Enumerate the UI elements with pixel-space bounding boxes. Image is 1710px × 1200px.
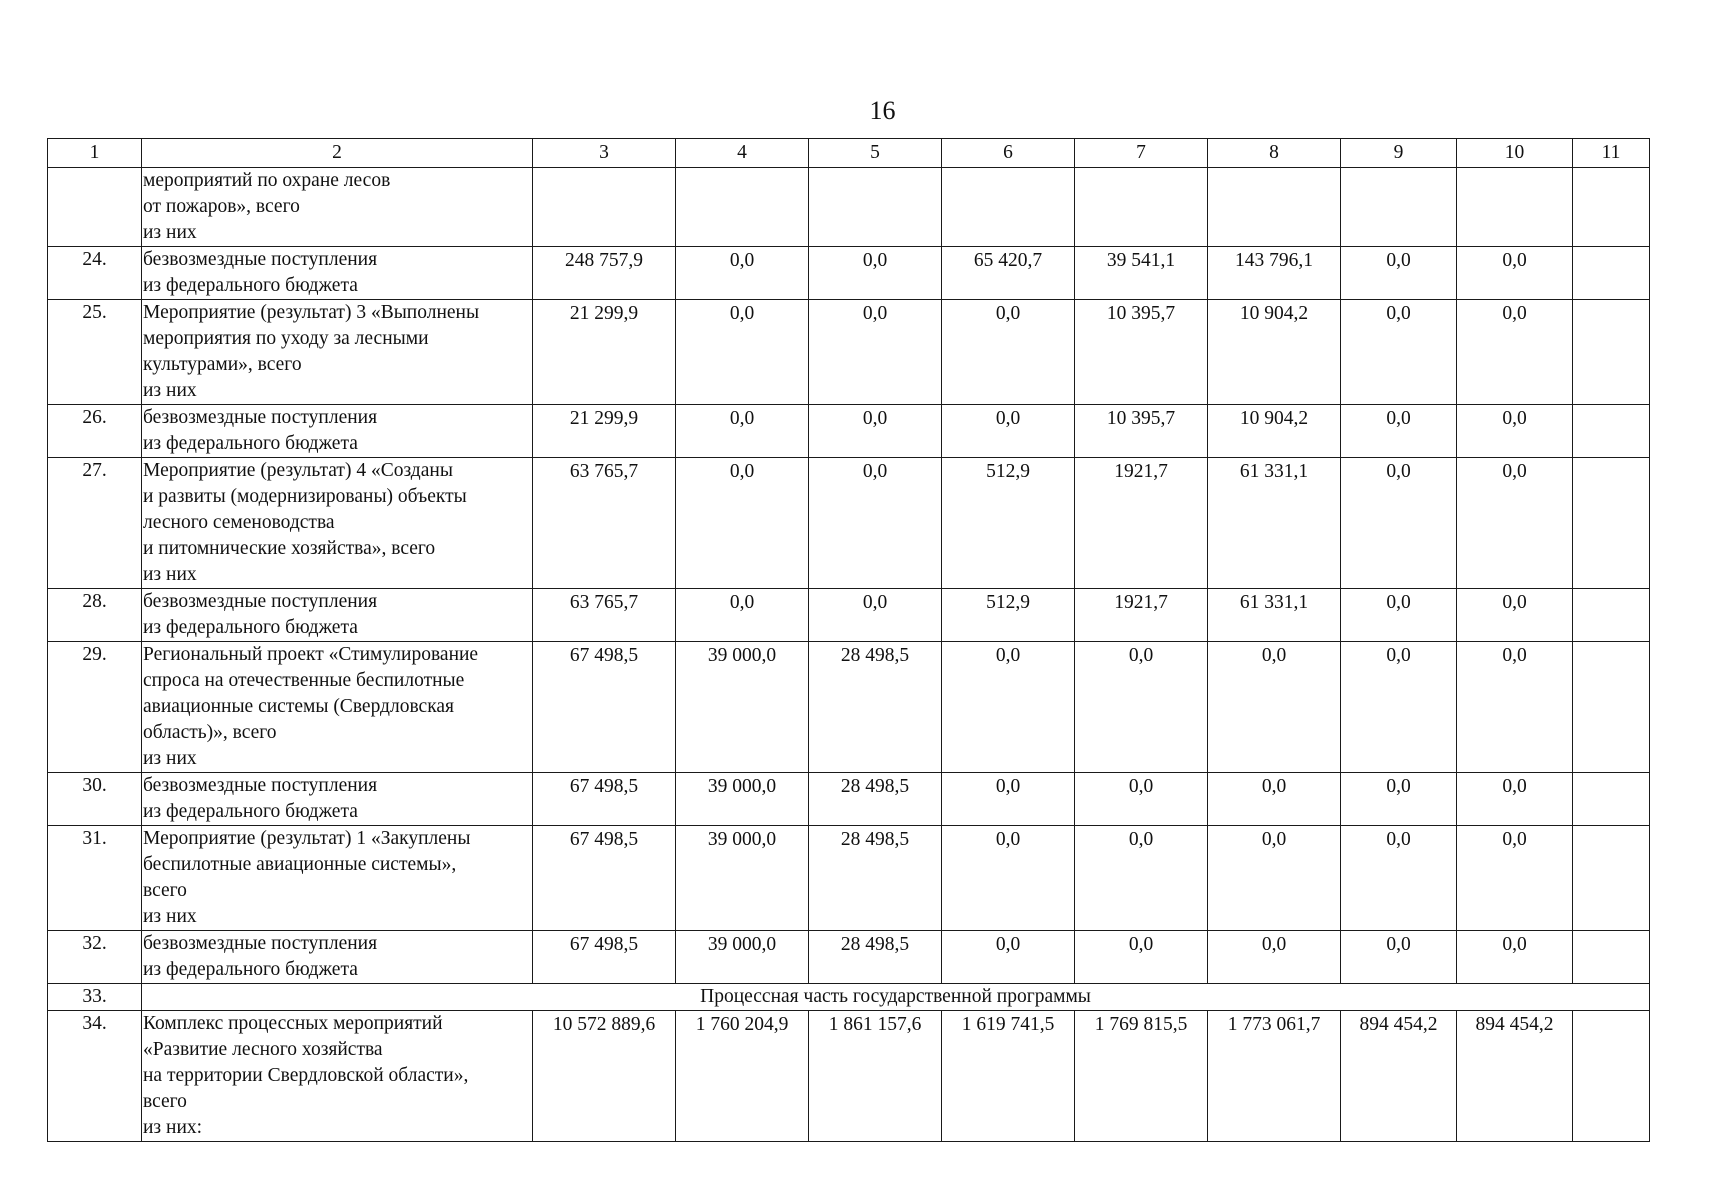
value-cell (1341, 168, 1457, 247)
value-cell: 21 299,9 (533, 405, 676, 458)
column-header: 3 (533, 139, 676, 168)
value-cell: 512,9 (942, 589, 1075, 642)
value-cell (1573, 1011, 1650, 1142)
row-number: 29. (48, 642, 142, 773)
row-number: 33. (48, 984, 142, 1011)
value-cell: 39 541,1 (1075, 247, 1208, 300)
row-description: безвозмездные поступления из федерального бюджета (142, 931, 533, 984)
value-cell: 61 331,1 (1208, 458, 1341, 589)
table-body (48, 139, 1650, 1142)
value-cell (1573, 589, 1650, 642)
table-row (48, 247, 1650, 300)
value-cell (809, 168, 942, 247)
value-cell: 0,0 (942, 826, 1075, 931)
value-cell: 67 498,5 (533, 642, 676, 773)
column-header: 5 (809, 139, 942, 168)
row-number: 31. (48, 826, 142, 931)
value-cell: 0,0 (809, 405, 942, 458)
value-cell: 0,0 (1341, 458, 1457, 589)
value-cell: 0,0 (1457, 247, 1573, 300)
value-cell: 0,0 (1341, 642, 1457, 773)
value-cell: 0,0 (1341, 826, 1457, 931)
value-cell: 28 498,5 (809, 826, 942, 931)
column-header: 7 (1075, 139, 1208, 168)
row-number (48, 168, 142, 247)
value-cell: 0,0 (809, 458, 942, 589)
value-cell: 248 757,9 (533, 247, 676, 300)
value-cell: 1 773 061,7 (1208, 1011, 1341, 1142)
value-cell: 0,0 (1341, 300, 1457, 405)
table-row (48, 300, 1650, 405)
value-cell: 0,0 (1208, 931, 1341, 984)
value-cell: 0,0 (676, 405, 809, 458)
value-cell: 0,0 (1341, 931, 1457, 984)
value-cell: 0,0 (1457, 642, 1573, 773)
table-row (48, 773, 1650, 826)
value-cell: 39 000,0 (676, 826, 809, 931)
value-cell: 39 000,0 (676, 773, 809, 826)
value-cell: 0,0 (942, 300, 1075, 405)
row-number: 25. (48, 300, 142, 405)
value-cell: 0,0 (809, 247, 942, 300)
value-cell: 0,0 (1457, 300, 1573, 405)
table-row (48, 458, 1650, 589)
value-cell: 1 861 157,6 (809, 1011, 942, 1142)
value-cell: 0,0 (1457, 589, 1573, 642)
value-cell: 10 904,2 (1208, 300, 1341, 405)
value-cell: 10 572 889,6 (533, 1011, 676, 1142)
value-cell: 0,0 (942, 773, 1075, 826)
budget-table (47, 138, 1650, 1142)
value-cell: 0,0 (1457, 458, 1573, 589)
value-cell (1573, 773, 1650, 826)
row-number: 34. (48, 1011, 142, 1142)
value-cell: 0,0 (942, 931, 1075, 984)
table-row (48, 1011, 1650, 1142)
value-cell (533, 168, 676, 247)
value-cell (942, 168, 1075, 247)
row-description: Региональный проект «Стимулирование спроса на отечественные беспилотные авиационные системы (Свердловская область)», всего из них (142, 642, 533, 773)
value-cell: 1921,7 (1075, 458, 1208, 589)
value-cell: 0,0 (809, 589, 942, 642)
value-cell: 143 796,1 (1208, 247, 1341, 300)
row-description: мероприятий по охране лесов от пожаров», всего из них (142, 168, 533, 247)
value-cell: 0,0 (1208, 773, 1341, 826)
row-number: 27. (48, 458, 142, 589)
value-cell: 0,0 (1341, 589, 1457, 642)
value-cell: 0,0 (1208, 642, 1341, 773)
value-cell: 10 395,7 (1075, 300, 1208, 405)
row-description: Мероприятие (результат) 3 «Выполнены мероприятия по уходу за лесными культурами», всего из них (142, 300, 533, 405)
value-cell: 10 395,7 (1075, 405, 1208, 458)
value-cell (1208, 168, 1341, 247)
value-cell (1457, 168, 1573, 247)
value-cell: 0,0 (1457, 405, 1573, 458)
value-cell: 0,0 (676, 458, 809, 589)
value-cell: 0,0 (1208, 826, 1341, 931)
value-cell: 65 420,7 (942, 247, 1075, 300)
value-cell (1573, 931, 1650, 984)
value-cell: 0,0 (1341, 247, 1457, 300)
row-number: 24. (48, 247, 142, 300)
column-header: 4 (676, 139, 809, 168)
value-cell: 0,0 (1341, 405, 1457, 458)
section-title: Процессная часть государственной программы (142, 984, 1650, 1011)
value-cell: 61 331,1 (1208, 589, 1341, 642)
value-cell: 1 760 204,9 (676, 1011, 809, 1142)
value-cell: 0,0 (1075, 773, 1208, 826)
row-description: Комплекс процессных мероприятий «Развитие лесного хозяйства на территории Свердловской области», всего из них: (142, 1011, 533, 1142)
value-cell (1573, 168, 1650, 247)
row-number: 26. (48, 405, 142, 458)
table-row (48, 826, 1650, 931)
value-cell: 0,0 (809, 300, 942, 405)
section-row (48, 984, 1650, 1011)
table-row (48, 931, 1650, 984)
value-cell: 0,0 (1341, 773, 1457, 826)
value-cell: 28 498,5 (809, 773, 942, 826)
row-number: 30. (48, 773, 142, 826)
table-row (48, 642, 1650, 773)
table-row (48, 589, 1650, 642)
value-cell: 21 299,9 (533, 300, 676, 405)
value-cell: 63 765,7 (533, 589, 676, 642)
header-row (48, 139, 1650, 168)
value-cell: 0,0 (1457, 931, 1573, 984)
value-cell: 894 454,2 (1457, 1011, 1573, 1142)
column-header: 9 (1341, 139, 1457, 168)
value-cell (1573, 300, 1650, 405)
table-row (48, 168, 1650, 247)
value-cell: 0,0 (676, 300, 809, 405)
column-header: 2 (142, 139, 533, 168)
value-cell: 0,0 (1075, 642, 1208, 773)
value-cell: 0,0 (942, 642, 1075, 773)
row-description: безвозмездные поступления из федерального бюджета (142, 247, 533, 300)
row-description: Мероприятие (результат) 4 «Созданы и развиты (модернизированы) объекты лесного семеноводства и питомнические хозяйства», всего из них (142, 458, 533, 589)
value-cell: 39 000,0 (676, 931, 809, 984)
value-cell: 0,0 (1075, 826, 1208, 931)
value-cell (1573, 247, 1650, 300)
row-number: 28. (48, 589, 142, 642)
column-header: 10 (1457, 139, 1573, 168)
column-header: 6 (942, 139, 1075, 168)
value-cell (1573, 826, 1650, 931)
value-cell: 0,0 (1457, 773, 1573, 826)
value-cell: 0,0 (1457, 826, 1573, 931)
value-cell (1075, 168, 1208, 247)
column-header: 11 (1573, 139, 1650, 168)
value-cell (1573, 458, 1650, 589)
value-cell: 1921,7 (1075, 589, 1208, 642)
column-header: 1 (48, 139, 142, 168)
value-cell: 67 498,5 (533, 826, 676, 931)
value-cell: 0,0 (942, 405, 1075, 458)
table-row (48, 405, 1650, 458)
row-description: безвозмездные поступления из федерального бюджета (142, 405, 533, 458)
page-number: 16 (869, 96, 896, 125)
value-cell: 63 765,7 (533, 458, 676, 589)
row-description: безвозмездные поступления из федерального бюджета (142, 589, 533, 642)
row-description: безвозмездные поступления из федерального бюджета (142, 773, 533, 826)
value-cell: 512,9 (942, 458, 1075, 589)
row-description: Мероприятие (результат) 1 «Закуплены беспилотные авиационные системы», всего из них (142, 826, 533, 931)
row-number: 32. (48, 931, 142, 984)
value-cell: 1 769 815,5 (1075, 1011, 1208, 1142)
value-cell: 1 619 741,5 (942, 1011, 1075, 1142)
value-cell: 10 904,2 (1208, 405, 1341, 458)
value-cell: 28 498,5 (809, 931, 942, 984)
value-cell: 28 498,5 (809, 642, 942, 773)
column-header: 8 (1208, 139, 1341, 168)
value-cell: 67 498,5 (533, 773, 676, 826)
value-cell: 894 454,2 (1341, 1011, 1457, 1142)
value-cell (1573, 642, 1650, 773)
value-cell: 67 498,5 (533, 931, 676, 984)
value-cell: 0,0 (1075, 931, 1208, 984)
value-cell: 0,0 (676, 589, 809, 642)
value-cell: 0,0 (676, 247, 809, 300)
value-cell: 39 000,0 (676, 642, 809, 773)
value-cell (1573, 405, 1650, 458)
value-cell (676, 168, 809, 247)
